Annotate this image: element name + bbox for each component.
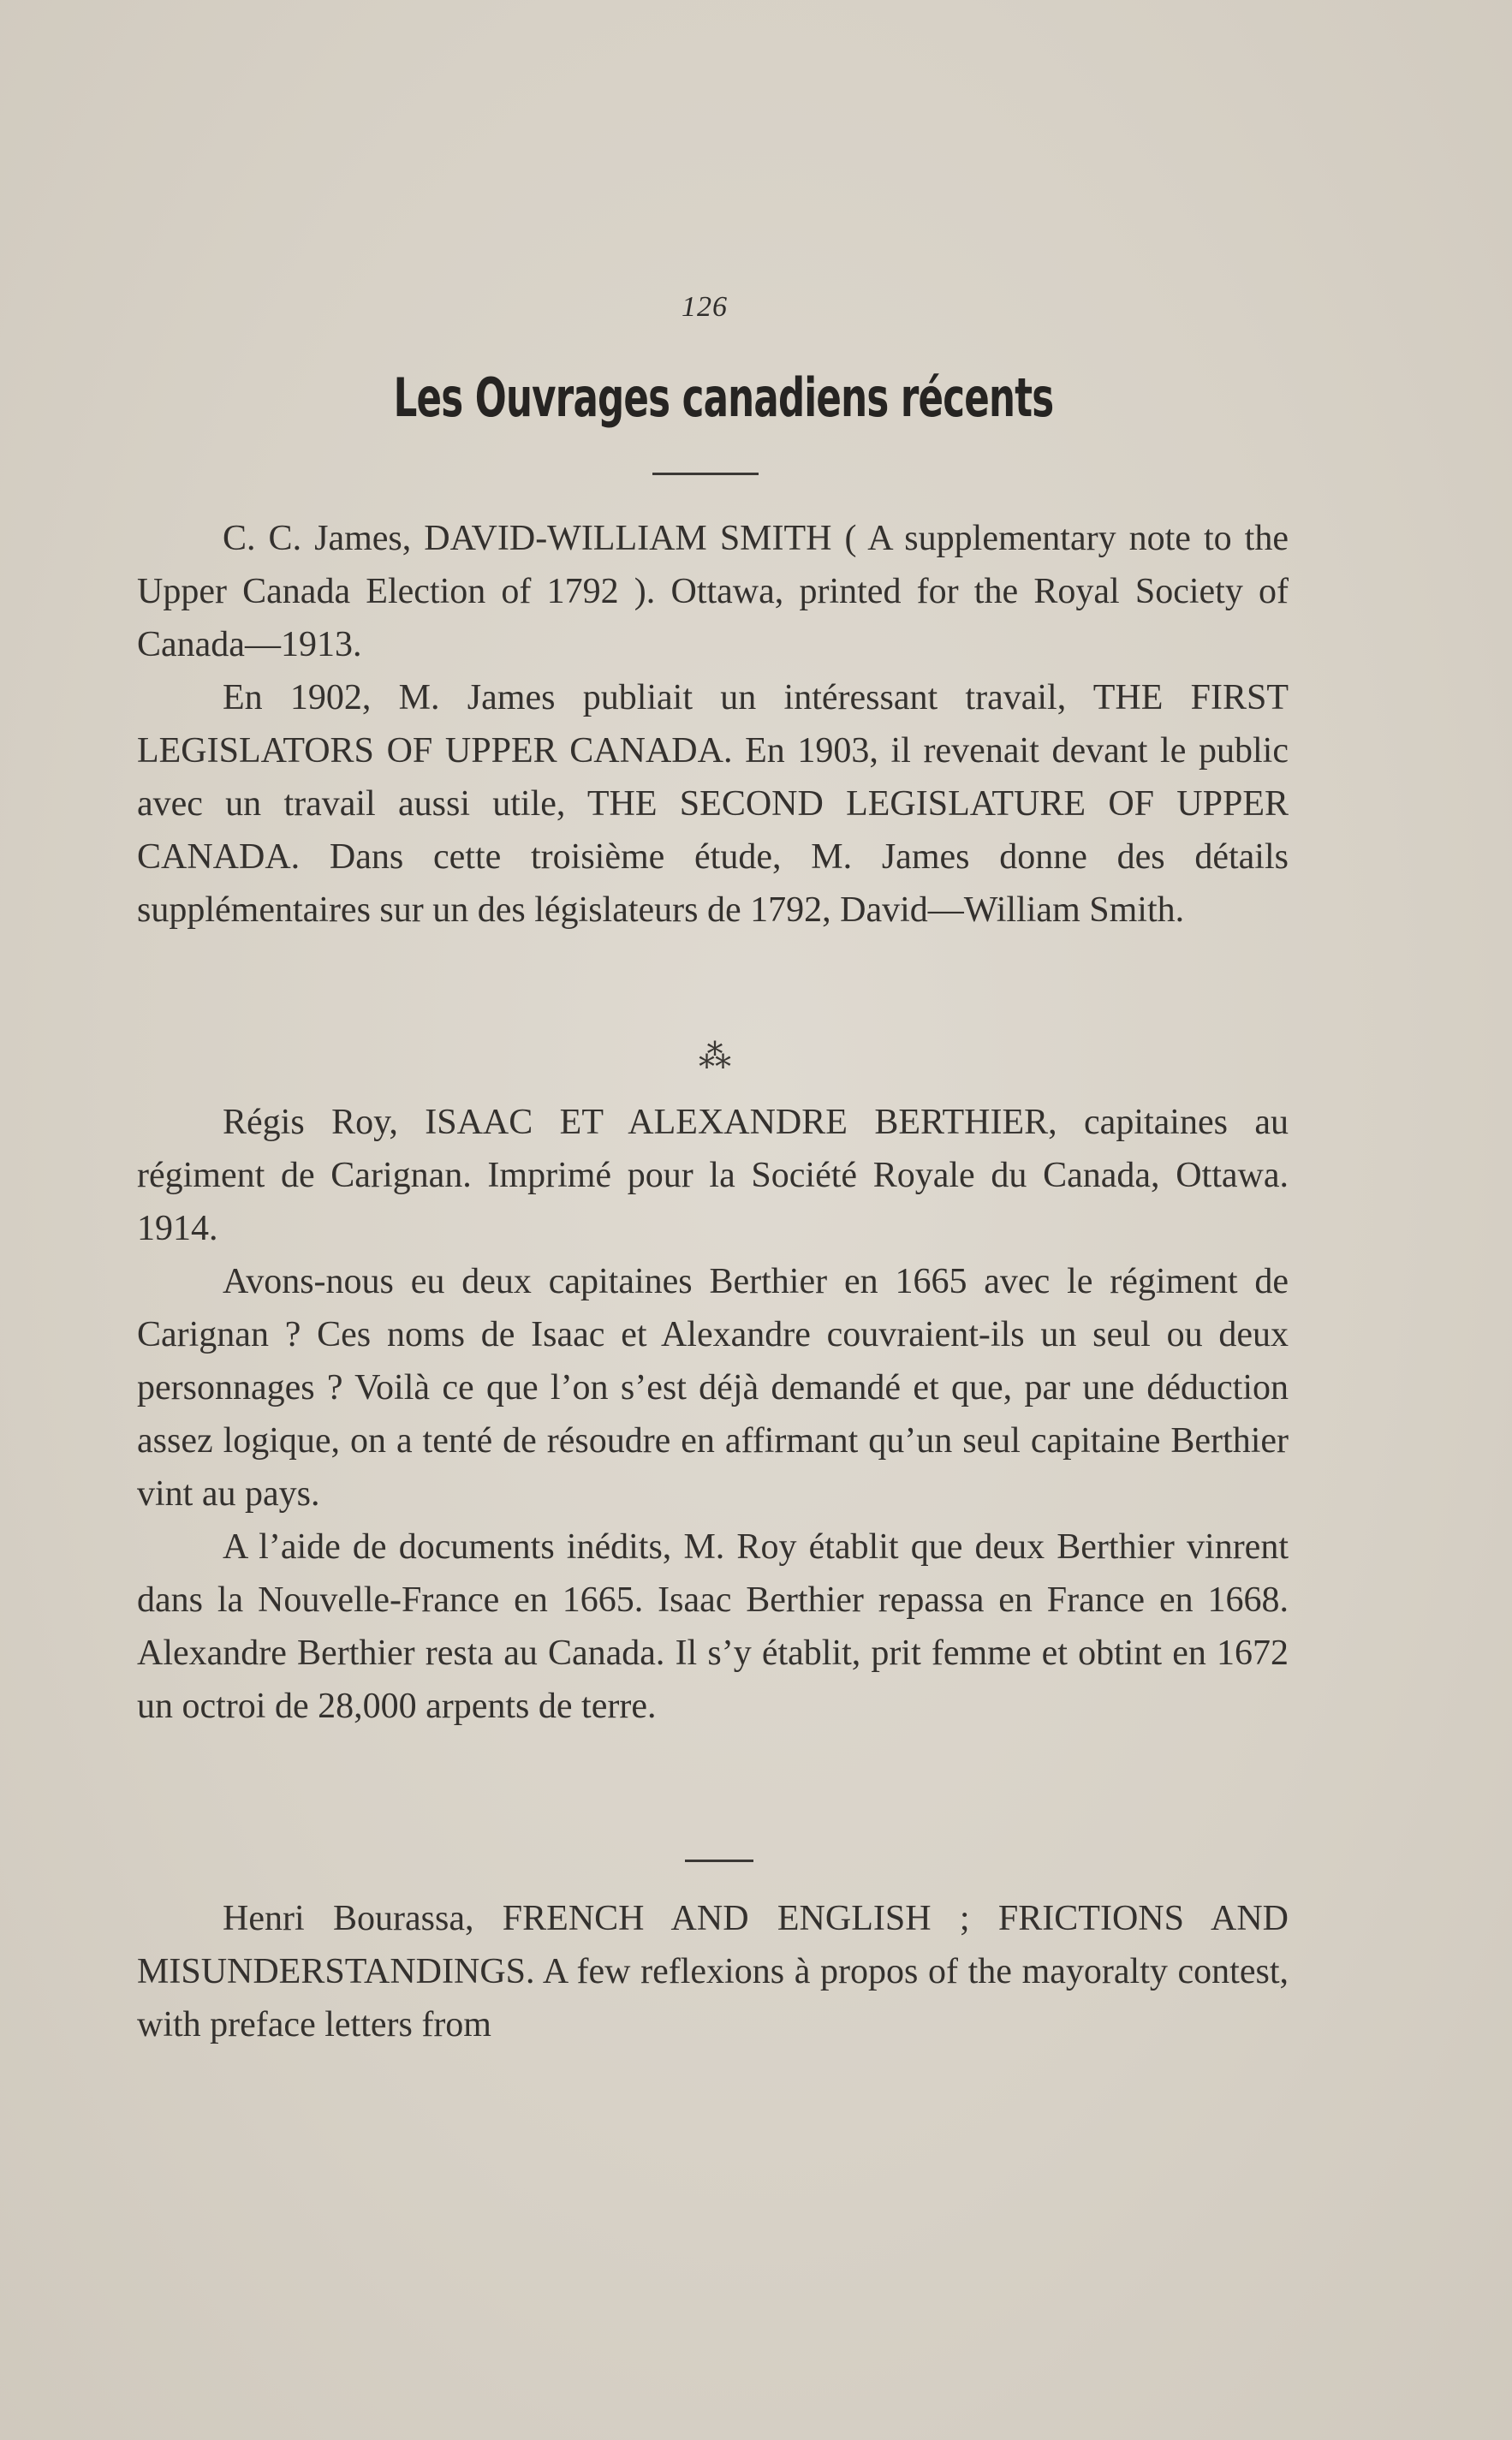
entry-paragraph: En 1902, M. James publiait un intéressant travail, THE FIRST LEGISLATORS OF UPPER CANADA. En 1903, il revenait devant le public avec un travail aussi utile, THE SECOND LEGISLATURE OF UPPER CANADA. Dans cette troisième étude, M. James donne des détails supplémentaires sur un des législateurs de 1792, David—William Smith.: [137, 678, 1289, 930]
section-rule: [685, 1860, 753, 1862]
page-number: 126: [682, 291, 728, 323]
entry-roy: [137, 1096, 1289, 1733]
entry-paragraph: A l’aide de documents inédits, M. Roy établit que deux Berthier vinrent dans la Nouvelle-France en 1665. Isaac Berthier repassa en France en 1668. Alexandre Berthier resta au Canada. Il s’y établit, prit femme et obtint en 1672 un octroi de 28,000 arpents de terre.: [137, 1527, 1289, 1726]
title-rule: [652, 473, 759, 475]
entry-citation: Régis Roy, ISAAC ET ALEXANDRE BERTHIER, capitaines au régiment de Carignan. Imprimé pour la Société Royale du Canada, Ottawa. 1914.: [137, 1103, 1289, 1248]
entry-james: [137, 512, 1289, 937]
entry-citation: Henri Bourassa, FRENCH AND ENGLISH ; FRICTIONS AND MISUNDERSTANDINGS. A few reflexions à propos of the mayoralty contest, with preface letters from: [137, 1899, 1289, 2044]
entry-paragraph: Avons-nous eu deux capitaines Berthier en 1665 avec le régiment de Carignan ? Ces noms de Isaac et Alexandre couvraient-ils un seul ou deux personnages ? Voilà ce que l’on s’est déjà demandé et que, par une déduction assez logique, on a tenté de résoudre en affirmant qu’un seul capitaine Berthier vint au pays.: [137, 1262, 1289, 1514]
asterism-separator: ⁂: [699, 1039, 731, 1075]
entry-bourassa: [137, 1892, 1289, 2051]
page-title: Les Ouvrages canadiens récents: [393, 366, 1054, 429]
entry-citation: C. C. James, DAVID-WILLIAM SMITH ( A supplementary note to the Upper Canada Election of 1792 ). Ottawa, printed for the Royal Society of Canada—1913.: [137, 519, 1289, 664]
